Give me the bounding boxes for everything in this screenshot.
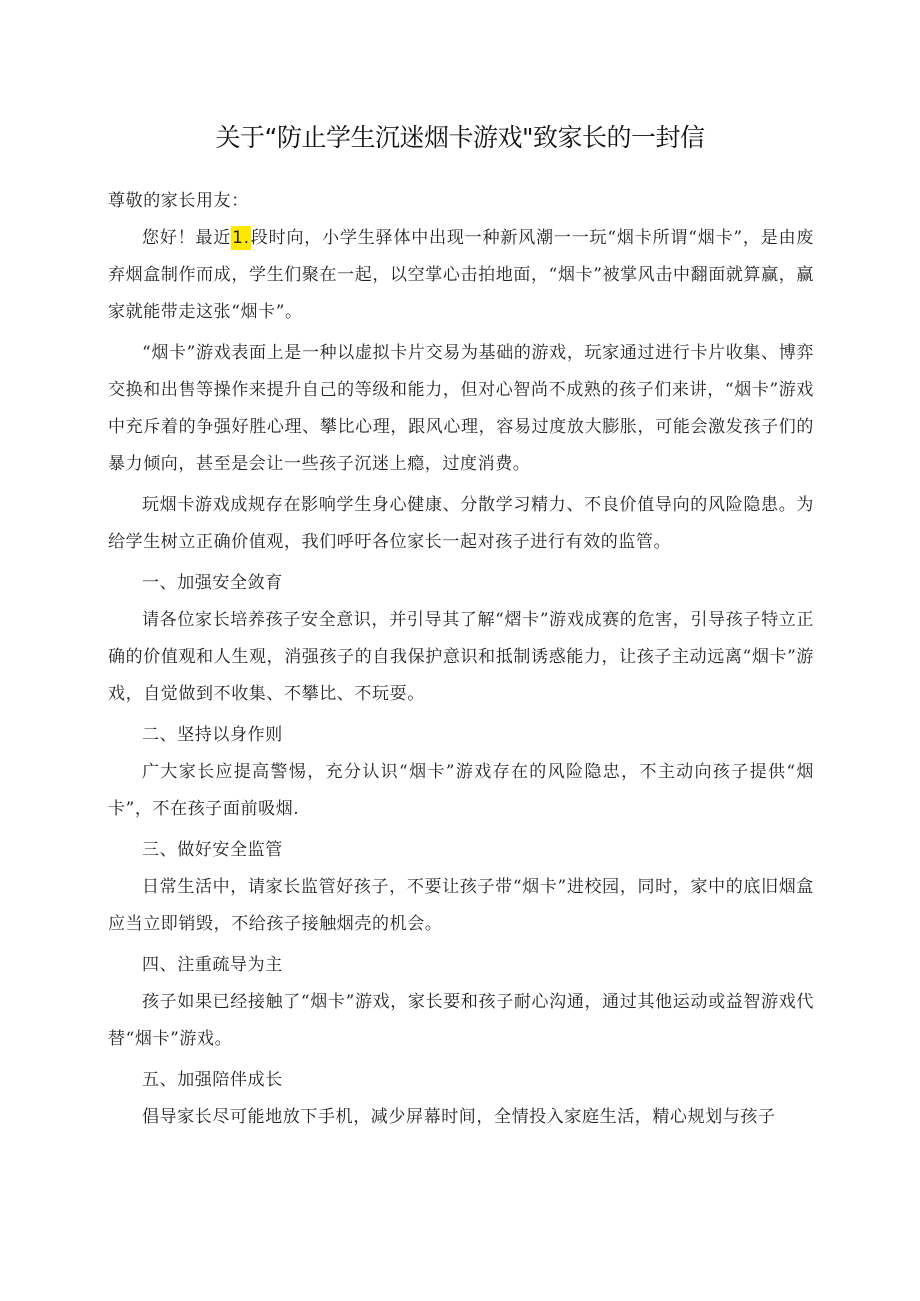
- section-heading-1: 一、加强安全敛育: [142, 573, 283, 593]
- letter-body: [108, 183, 814, 1136]
- paragraph-section-3: 日常生活中，请家长监管好孩子，不要让孩子带“烟卡”进校园，同时，家中的底旧烟盒应当立即销毁，不给孩子接触烟壳的机会。: [108, 877, 814, 934]
- paragraph-section-5: 倡导家长尽可能地放下手机，减少屏幕时间，全情投入家庭生活，精心规划与孩子: [142, 1107, 776, 1127]
- paragraph-section-4: 孩子如果已经接触了“烟卡”游戏，家长要和孩子耐心沟通，通过其他运动或益智游戏代替“烟卡”游戏。: [108, 992, 814, 1049]
- greeting-text-rest: 段时向，小学生驿体中出现一种新风潮一一玩“烟卡所谓“烟卡”，是由废弃烟盒制作而成，学生们聚在一起，以空掌心击拍地面，“烟卡”被掌风击中翻面就算赢，赢家就能带走这张“烟卡”。: [108, 228, 815, 322]
- letter-title: 关于“防止学生沉迷烟卡游戏"致家长的一封信: [215, 123, 705, 152]
- highlighted-marker: 1.: [232, 228, 250, 248]
- salutation: 尊敬的家长用友：: [108, 191, 249, 211]
- paragraph-section-2: 广大家长应提高警惕，充分认识“烟卡”游戏存在的风险隐忠，不主动向孩子提供“烟卡”，不在孩子面前吸烟.: [108, 762, 814, 819]
- greeting-text-start: 您好！最近: [142, 228, 232, 248]
- paragraph-description: “烟卡”游戏表面上是一种以虚拟卡片交易为基础的游戏，玩家通过进行卡片收集、博弈交换和出售等操作来提升自己的等级和能力，但对心智尚不成熟的孩子们来讲，“烟卡”游戏中充斥着的争强好胜心理、攀比心理，跟风心理，容易过度放大膨胀，可能会激发孩子们的暴力倾向，甚至是会让一些孩子沉迷上瘾，过度消费。: [108, 343, 814, 474]
- paragraph-risk: 玩烟卡游戏成规存在影响学生身心健康、分散学习精力、不良价值导向的风险隐患。为给学生树立正确价值观，我们呼吁各位家长一起对孩子进行有效的监管。: [108, 495, 814, 552]
- paragraph-greeting: [108, 220, 814, 331]
- section-heading-3: 三、做好安全监管: [142, 840, 283, 860]
- section-heading-5: 五、加强陪伴成长: [142, 1070, 283, 1090]
- section-heading-2: 二、坚持以身作则: [142, 725, 283, 745]
- paragraph-section-1: 请各位家长培养孩子安全意识，并引导其了解“熠卡”游戏成赛的危害，引导孩子特立正确的价值观和人生观，消强孩子的自我保护意识和抵制诱惑能力，让孩子主动远离“烟卡”游戏，自觉做到不收集、不攀比、不玩耍。: [108, 610, 814, 704]
- section-heading-4: 四、注重疏导为主: [142, 955, 283, 975]
